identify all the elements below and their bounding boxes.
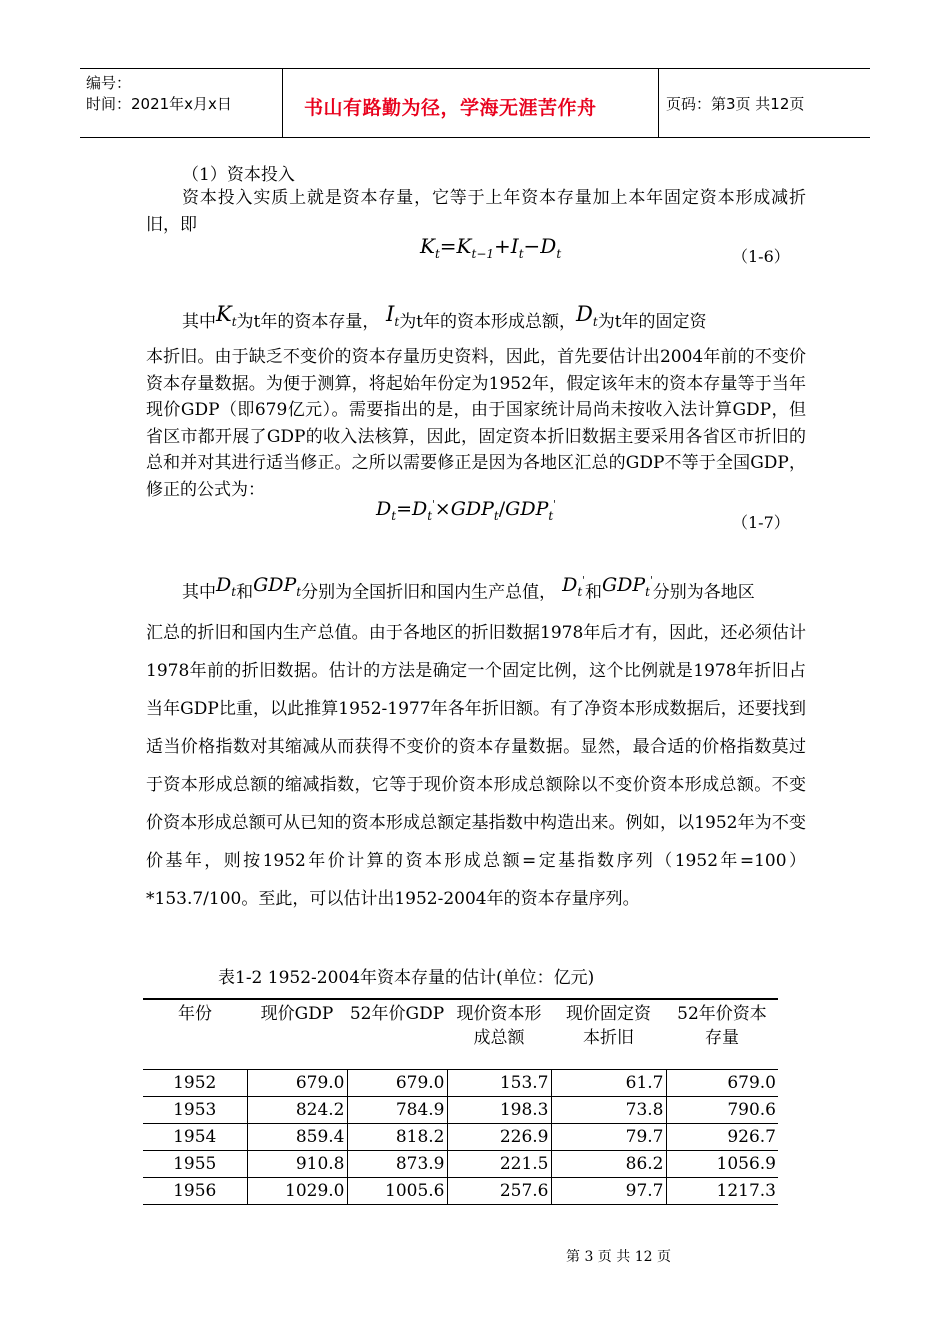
section-title: （1）资本投入 bbox=[182, 165, 295, 185]
table-cell: 926.7 bbox=[666, 1123, 778, 1150]
para2-d-text: 为t年的固定资 bbox=[597, 312, 707, 332]
table-row bbox=[143, 1069, 778, 1096]
table-row bbox=[143, 1123, 778, 1150]
table-cell: 790.6 bbox=[666, 1096, 778, 1123]
page-footer: 第 3 页 共 12 页 bbox=[566, 1249, 671, 1265]
table-cell: 1056.9 bbox=[666, 1150, 778, 1177]
table-cell-year: 1953 bbox=[143, 1096, 247, 1123]
equation-1-6: $K_t=K_{t-1}+I_t-D_t$ bbox=[420, 234, 562, 261]
table-cell: 198.3 bbox=[447, 1096, 551, 1123]
table-header-cell: 年份 bbox=[143, 999, 247, 1069]
para2-k-text: 为t年的资本存量， bbox=[236, 312, 380, 332]
symbol-K-t: $K_t$ bbox=[216, 302, 237, 330]
table-cell: 859.4 bbox=[247, 1123, 347, 1150]
table-cell: 910.8 bbox=[247, 1150, 347, 1177]
header-number: 编号： bbox=[86, 74, 132, 92]
paragraph-2-rest: 本折旧。由于缺乏不变价的资本存量历史资料，因此，首先要估计出2004年前的不变价资本存量数据。为便于测算，将起始年份定为1952年，假定该年末的资本存量等于当年现价GDP（即679亿元）。需要指出的是，由于国家统计局尚未按收入法计算GDP，但省区市都开展了GDP的收入法核算，因此，固定资本折旧数据主要采用各省区市折旧的总和并对其进行适当修正。之所以需要修正是因为各地区汇总的GDP不等于全国GDP，修正的公式为： bbox=[146, 347, 806, 500]
table-header-row bbox=[143, 999, 778, 1069]
table-cell: 873.9 bbox=[347, 1150, 447, 1177]
table-cell: 226.9 bbox=[447, 1123, 551, 1150]
para3-end: 分别为各地区 bbox=[652, 582, 755, 603]
symbol-I-t: $I_t$ bbox=[379, 302, 400, 330]
capital-stock-table bbox=[143, 998, 778, 1205]
header-motto: 书山有路勤为径，学海无涯苦作舟 bbox=[304, 97, 597, 119]
table-cell: 153.7 bbox=[447, 1069, 551, 1096]
table-cell: 1217.3 bbox=[666, 1177, 778, 1204]
table-cell: 784.9 bbox=[347, 1096, 447, 1123]
equation-number-1-7: （1-7） bbox=[732, 513, 790, 532]
symbol-GDP-t: $GDP_t$ bbox=[253, 574, 302, 600]
header-divider bbox=[282, 69, 283, 137]
table-cell: 73.8 bbox=[551, 1096, 666, 1123]
table-header-cell: 52年价资本存量 bbox=[666, 999, 778, 1069]
table-cell-year: 1956 bbox=[143, 1177, 247, 1204]
page-header bbox=[80, 68, 870, 138]
para3-and-1: 和 bbox=[236, 582, 254, 603]
table-row bbox=[143, 1150, 778, 1177]
table-cell: 61.7 bbox=[551, 1069, 666, 1096]
symbol-GDP-t-prime: $GDP_t'$ bbox=[601, 574, 653, 600]
header-time: 时间：2021年x月x日 bbox=[86, 95, 232, 113]
table-cell-year: 1954 bbox=[143, 1123, 247, 1150]
table-header-cell: 现价GDP bbox=[247, 999, 347, 1069]
para2-i-text: 为t年的资本形成总额， bbox=[399, 312, 577, 332]
table-row bbox=[143, 1096, 778, 1123]
table-cell: 824.2 bbox=[247, 1096, 347, 1123]
table-header-cell: 52年价GDP bbox=[347, 999, 447, 1069]
equation-1-7: $D_t=D_t'\times GDP_t/GDP_t'$ bbox=[376, 498, 556, 523]
symbol-D-t-prime: $D_t'$ bbox=[556, 574, 585, 600]
header-divider bbox=[658, 69, 659, 137]
table-cell: 679.0 bbox=[666, 1069, 778, 1096]
para3-and-2: 和 bbox=[584, 582, 602, 603]
table-caption: 表1-2 1952-2004年资本存量的估计(单位：亿元) bbox=[218, 968, 595, 988]
para3-mid: 分别为全国折旧和国内生产总值， bbox=[301, 582, 557, 603]
paragraph-3-rest: 汇总的折旧和国内生产总值。由于各地区的折旧数据1978年后才有，因此，还必须估计1978年前的折旧数据。估计的方法是确定一个固定比例，这个比例就是1978年折旧占当年GDP比重，以此推算1952-1977年各年折旧额。有了净资本形成数据后，还要找到适当价格指数对其缩减从而获得不变价的资本存量数据。显然，最合适的价格指数莫过于资本形成总额的缩减指数，它等于现价资本形成总额除以不变价资本形成总额。不变价资本形成总额可从已知的资本形成总额定基指数中构造出来。例如，以1952年为不变价基年，则按1952年价计算的资本形成总额=定基指数序列（1952年=100）*153.7/100。至此，可以估计出1952-2004年的资本存量序列。 bbox=[146, 623, 806, 909]
table-cell-year: 1952 bbox=[143, 1069, 247, 1096]
symbol-D-t-2: $D_t$ bbox=[216, 574, 237, 600]
paragraph-3-line-1 bbox=[182, 574, 755, 612]
table-cell: 679.0 bbox=[347, 1069, 447, 1096]
table-row bbox=[143, 1177, 778, 1204]
table-cell-year: 1955 bbox=[143, 1150, 247, 1177]
table-cell: 1029.0 bbox=[247, 1177, 347, 1204]
table-cell: 86.2 bbox=[551, 1150, 666, 1177]
table-cell: 1005.6 bbox=[347, 1177, 447, 1204]
table-cell: 79.7 bbox=[551, 1123, 666, 1150]
table-cell: 679.0 bbox=[247, 1069, 347, 1096]
paragraph-1: 资本投入实质上就是资本存量，它等于上年资本存量加上本年固定资本形成减折旧，即 bbox=[146, 188, 806, 235]
table-header-cell: 现价资本形成总额 bbox=[447, 999, 551, 1069]
para2-lead: 其中 bbox=[182, 312, 216, 332]
table-cell: 257.6 bbox=[447, 1177, 551, 1204]
paragraph-2-line-1 bbox=[182, 302, 707, 342]
equation-number-1-6: （1-6） bbox=[732, 247, 790, 266]
table-cell: 221.5 bbox=[447, 1150, 551, 1177]
header-page-info: 页码：第3页 共12页 bbox=[666, 95, 805, 113]
table-cell: 818.2 bbox=[347, 1123, 447, 1150]
table-cell: 97.7 bbox=[551, 1177, 666, 1204]
table-header-cell: 现价固定资本折旧 bbox=[551, 999, 666, 1069]
para3-lead: 其中 bbox=[182, 582, 216, 603]
symbol-D-t: $D_t$ bbox=[576, 302, 598, 330]
